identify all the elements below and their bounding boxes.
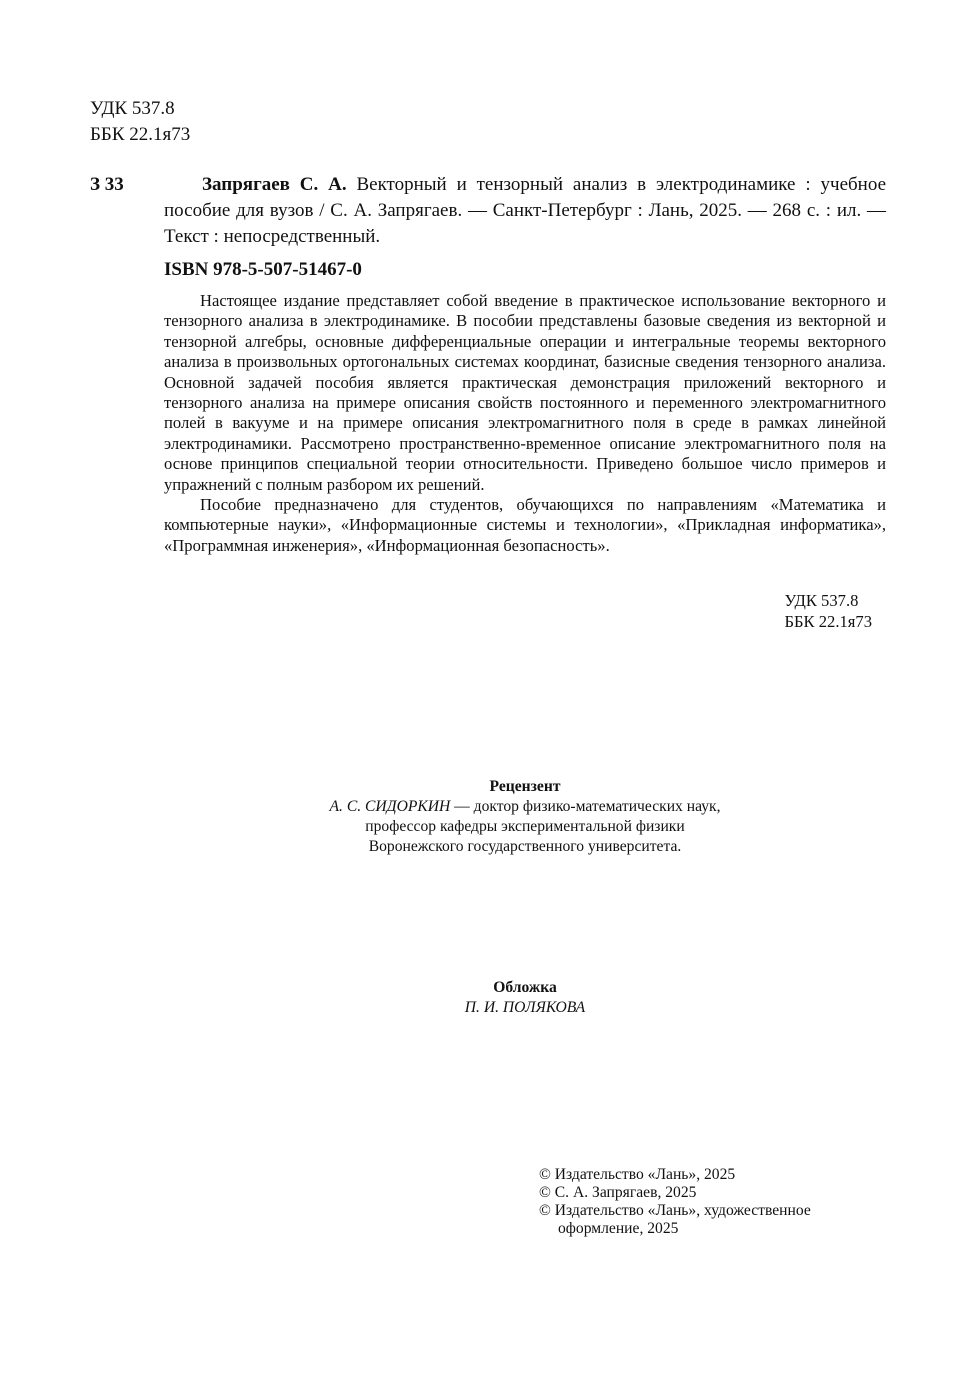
- cover-block: [0, 978, 976, 1018]
- reviewer-block: [0, 777, 976, 857]
- udk-code: УДК 537.8: [90, 98, 175, 119]
- bbk-code: ББК 22.1я73: [90, 124, 191, 145]
- udk-code: УДК 537.8: [784, 591, 859, 610]
- copyright-block: [539, 1166, 811, 1238]
- copyright-line: © Издательство «Лань», художественное: [539, 1202, 811, 1219]
- reviewer-line: профессор кафедры экспериментальной физики: [365, 818, 685, 835]
- classification-block-top: [90, 96, 190, 148]
- copyright-line: © Издательство «Лань», 2025: [539, 1166, 736, 1183]
- annotation-paragraph: Настоящее издание представляет собой введение в практическое использование векторного и тензорного анализа в электродинамике. В пособии представлены базовые сведения из векторной и тензорной алгебры, основные дифференциальные операции и интегральные теоремы векторного анализа в произвольных ортогональных системах координат, базисные сведения тензорного анализа. Основной задачей пособия является практическая демонстрация приложений векторного и тензорного анализа на примере описания свойств постоянного и переменного электромагнитного полей в вакууме и на примере описания электромагнитного поля в среде в рамках линейной электродинамики. Рассмотрено пространственно-временное описание электромагнитного поля на основе принципов специальной теории относительности. Приведено большое число примеров и упражнений с полным разбором их решений.: [164, 291, 886, 494]
- copyright-line: оформление, 2025: [558, 1220, 679, 1237]
- cover-heading: Обложка: [493, 979, 557, 996]
- annotation: [164, 291, 886, 556]
- isbn: ISBN 978-5-507-51467-0: [164, 259, 362, 280]
- annotation-paragraph: Пособие предназначено для студентов, обучающихся по направлениям «Математика и компьютерные науки», «Информационные системы и технологии», «Прикладная информатика», «Программная инженерия», «Информационная безопасность».: [164, 495, 886, 555]
- bibliographic-description: [164, 172, 886, 250]
- reviewer-line: [0, 797, 976, 817]
- reviewer-line: Воронежского государственного университета.: [368, 838, 682, 855]
- bibliographic-text: Векторный и тензорный анализ в электродинамике : учебное пособие для вузов / С. А. Запрягаев. — Санкт-Петербург : Лань, 2025. — 268 с. : ил. — Текст : непосредственный.: [164, 174, 886, 247]
- author-name: Запрягаев С. А.: [202, 174, 347, 195]
- classification-block-bottom: [784, 590, 872, 632]
- reviewer-title: — доктор физико-математических наук,: [450, 798, 721, 815]
- bbk-code: ББК 22.1я73: [784, 612, 872, 631]
- author-mark: З 33: [90, 174, 124, 195]
- reviewer-heading: Рецензент: [489, 778, 561, 795]
- copyright-line: © С. А. Запрягаев, 2025: [539, 1184, 697, 1201]
- cover-designer-name: П. И. ПОЛЯКОВА: [464, 999, 586, 1016]
- reviewer-name: А. С. СИДОРКИН: [329, 798, 451, 815]
